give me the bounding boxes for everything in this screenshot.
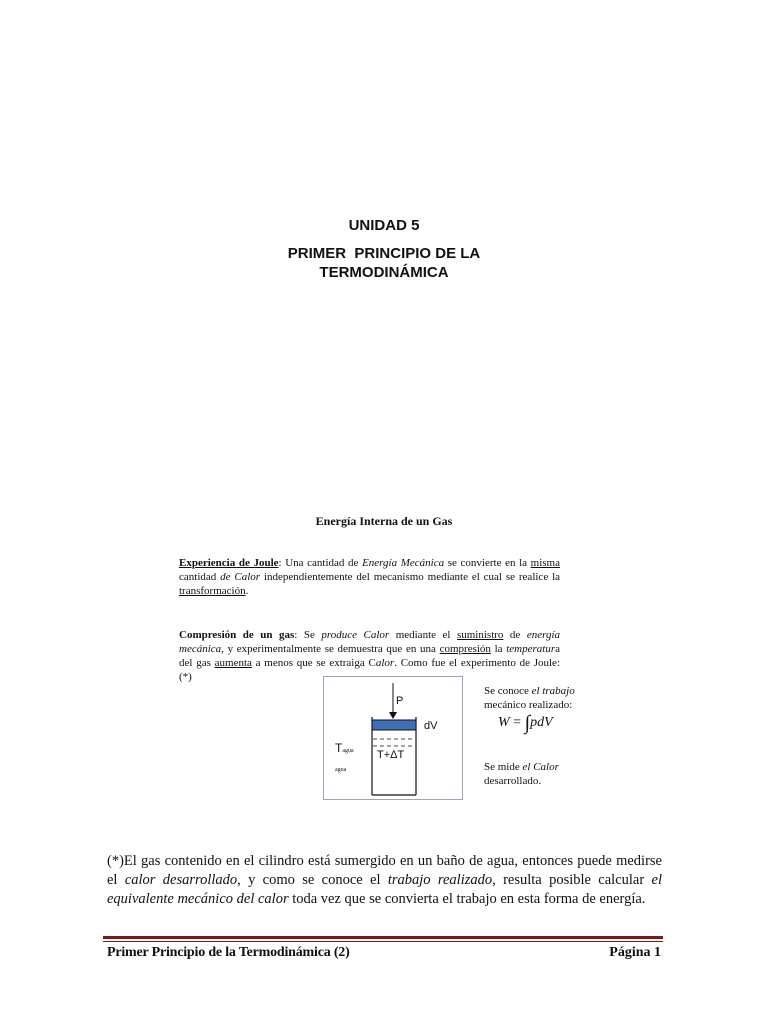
footnote-text: calor desarrollado bbox=[124, 872, 238, 888]
compresion-text: a del gas bbox=[179, 643, 560, 669]
title-block bbox=[0, 216, 768, 282]
footnote-text: , y como se conoce el bbox=[237, 872, 388, 888]
compresion-text: produce Calor bbox=[321, 629, 390, 641]
compresion-text: compresión bbox=[439, 643, 491, 655]
note-text: desarrollado. bbox=[484, 775, 542, 787]
compresion-text: mediante el bbox=[389, 629, 457, 641]
work-formula bbox=[498, 712, 553, 735]
footer-document-title: Primer Principio de la Termodinámica (2) bbox=[107, 945, 350, 960]
compresion-term: Compresión de un gas bbox=[179, 629, 295, 641]
note-work-known bbox=[484, 684, 594, 712]
compresion-text: : Se bbox=[294, 629, 322, 641]
compresion-text: aumenta bbox=[214, 657, 252, 669]
title-line-1: PRIMER PRINCIPIO DE LA bbox=[287, 245, 481, 262]
footer-rule-thick bbox=[103, 936, 663, 939]
joule-text: Energía Mecánica bbox=[362, 557, 445, 569]
footnote-paragraph bbox=[107, 852, 662, 909]
section-title: Energía Interna de un Gas bbox=[315, 514, 453, 528]
formula-equals: = bbox=[509, 715, 525, 730]
formula-w: W bbox=[498, 715, 510, 730]
note-heat-measured bbox=[484, 760, 594, 788]
footnote-text: , resulta posible calcular bbox=[492, 872, 652, 888]
joule-text: se convierte en la bbox=[444, 557, 531, 569]
note-text: Se mide bbox=[484, 761, 523, 773]
note-text: el Calor bbox=[522, 761, 559, 773]
note-text: el trabajo bbox=[531, 685, 575, 697]
label-temperature-increase: T+ΔT bbox=[377, 749, 405, 761]
compresion-text: de bbox=[503, 629, 527, 641]
joule-text: de Calor bbox=[220, 571, 261, 583]
formula-body: pdV bbox=[530, 715, 553, 730]
label-pressure: P bbox=[396, 695, 404, 707]
piston bbox=[372, 720, 416, 730]
note-text: mecánico realizado: bbox=[484, 699, 573, 711]
footnote-text: el equivalente mecánico del calor bbox=[107, 872, 662, 907]
compresion-text: . Como fue el experimento de Joule: (*) bbox=[179, 657, 560, 683]
footnote-text: trabajo realizado bbox=[387, 872, 493, 888]
label-water: agua bbox=[335, 767, 347, 773]
label-t: T bbox=[335, 741, 343, 755]
compresion-text: la bbox=[490, 643, 507, 655]
compresion-text: temperatur bbox=[506, 643, 556, 655]
footer-rule-thin bbox=[103, 941, 663, 942]
label-volume-change: dV bbox=[424, 720, 438, 732]
footer-page-number: Página 1 bbox=[609, 945, 661, 960]
title-line-2: TERMODINÁMICA bbox=[319, 264, 449, 281]
joule-term: Experiencia de Joule bbox=[179, 557, 279, 569]
unit-heading: UNIDAD 5 bbox=[348, 217, 420, 234]
compresion-text: alor bbox=[375, 657, 395, 669]
footnote-text: (*)El gas contenido en el cilindro está sumergido en un baño de agua, entonces puede medirse el bbox=[107, 853, 662, 888]
force-arrow-head bbox=[389, 712, 397, 719]
joule-text: transformación bbox=[179, 585, 246, 597]
joule-cylinder-figure bbox=[323, 676, 463, 800]
label-t-sub: agua bbox=[342, 748, 354, 754]
cylinder-diagram bbox=[324, 677, 462, 799]
paragraph-joule bbox=[179, 556, 560, 598]
joule-text: . bbox=[245, 585, 249, 597]
compresion-text: energía mecánica bbox=[179, 629, 561, 655]
joule-text: misma bbox=[530, 557, 560, 569]
label-water-temperature bbox=[335, 741, 354, 755]
footnote-text: toda vez que se convierta el trabajo en esta forma de energía. bbox=[288, 891, 646, 907]
joule-text: independientemente del mecanismo mediante el cual se realice la bbox=[260, 571, 561, 583]
integral-symbol: ∫ bbox=[524, 712, 531, 734]
joule-text: cantidad bbox=[179, 571, 221, 583]
joule-text: : Una cantidad de bbox=[278, 557, 363, 569]
note-text: Se conoce bbox=[484, 685, 532, 697]
compresion-text: a menos que se extraiga C bbox=[251, 657, 376, 669]
compresion-text: suministro bbox=[456, 629, 504, 641]
compresion-text: , y experimentalmente se demuestra que en una bbox=[221, 643, 440, 655]
